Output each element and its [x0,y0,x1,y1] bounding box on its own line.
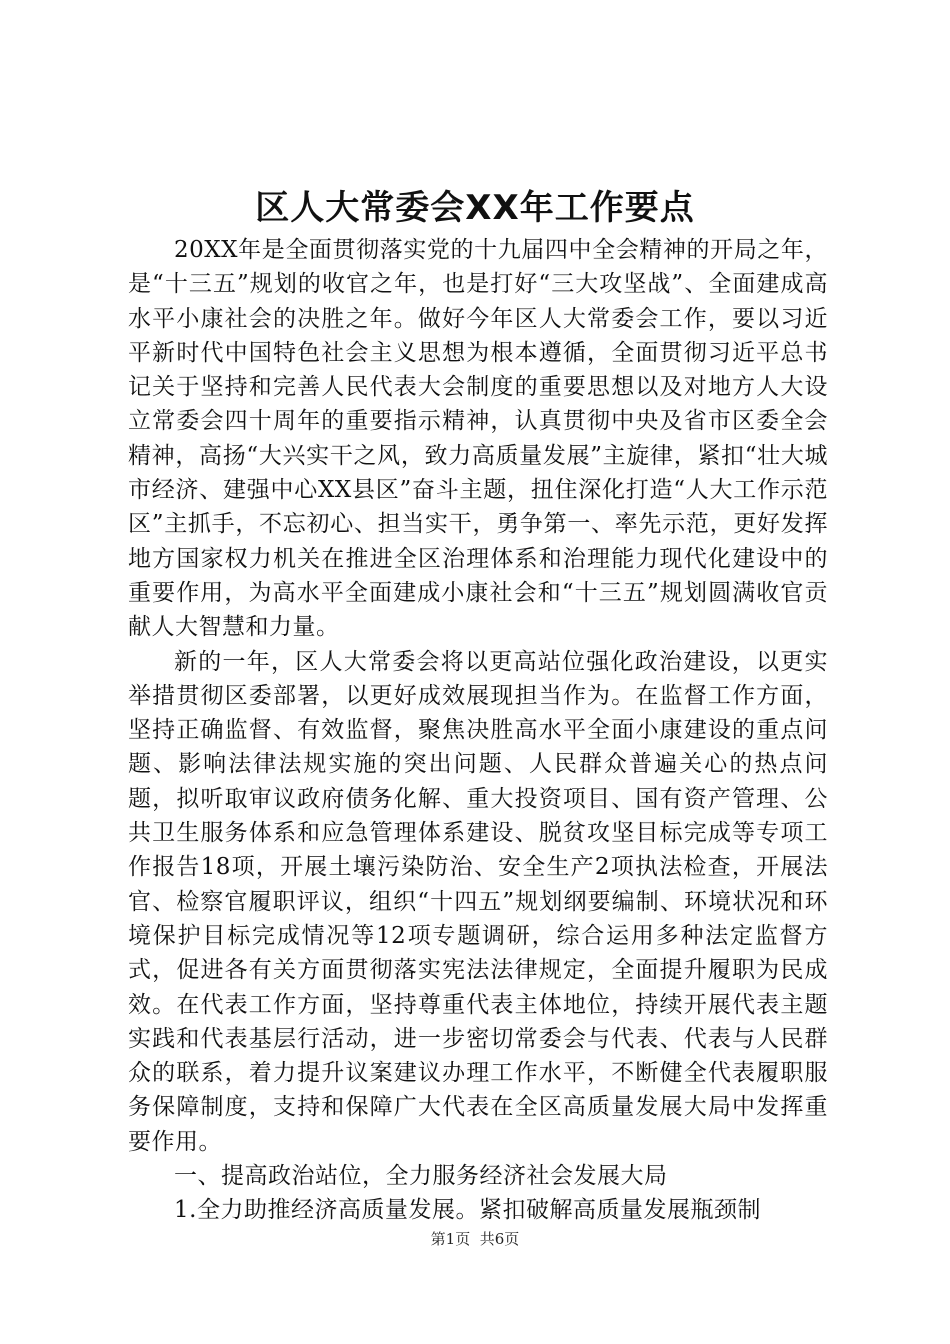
page-footer [0,1228,950,1250]
footer-gap [470,1230,480,1248]
paragraph-new-year: 新的一年，区人大常委会将以更高站位强化政治建设，以更实举措贯彻区委部署，以更好成效展现担当作为。在监督工作方面，坚持正确监督、有效监督，聚焦决胜高水平全面小康建设的重点问题、影响法律法规实施的突出问题、人民群众普遍关心的热点问题，拟听取审议政府债务化解、重大投资项目、国有资产管理、公共卫生服务体系和应急管理体系建设、脱贫攻坚目标完成等专项工作报告18项，开展土壤污染防治、安全生产2项执法检查，开展法官、检察官履职评议，组织“十四五”规划纲要编制、环境状况和环境保护目标完成情况等12项专题调研，综合运用多种法定监督方式，促进各有关方面贯彻落实宪法法律规定，全面提升履职为民成效。在代表工作方面，坚持尊重代表主体地位，持续开展代表主题实践和代表基层行活动，进一步密切常委会与代表、代表与人民群众的联系，着力提升议案建议办理工作水平，不断健全代表履职服务保障制度，支持和保障广大代表在全区高质量发展大局中发挥重要作用。 [128,648,828,1155]
page-total: 共6页 [479,1230,520,1248]
document-title: 区人大常委会XX年工作要点 [255,188,695,228]
document-body [128,233,828,1228]
paragraph-item-1: 1.全力助推经济高质量发展。紧扣破解高质量发展瓶颈制 [174,1197,761,1224]
section-heading-1: 一、提高政治站位，全力服务经济社会发展大局 [174,1163,668,1190]
page-number: 第1页 [430,1230,471,1248]
paragraph-intro: 20XX年是全面贯彻落实党的十九届四中全会精神的开局之年，是“十三五”规划的收官之年，也是打好“三大攻坚战”、全面建成高水平小康社会的决胜之年。做好今年区人大常委会工作，要以习近平新时代中国特色社会主义思想为根本遵循，全面贯彻习近平总书记关于坚持和完善人民代表大会制度的重要思想以及对地方人大设立常委会四十周年的重要指示精神，认真贯彻中央及省市区委全会精神，高扬“大兴实干之风，致力高质量发展”主旋律，紧扣“壮大城市经济、建强中心XX县区”奋斗主题，扭住深化打造“人大工作示范区”主抓手，不忘初心、担当实干，勇争第一、率先示范，更好发挥地方国家权力机关在推进全区治理体系和治理能力现代化建设中的重要作用，为高水平全面建成小康社会和“十三五”规划圆满收官贡献人大智慧和力量。 [128,237,828,641]
